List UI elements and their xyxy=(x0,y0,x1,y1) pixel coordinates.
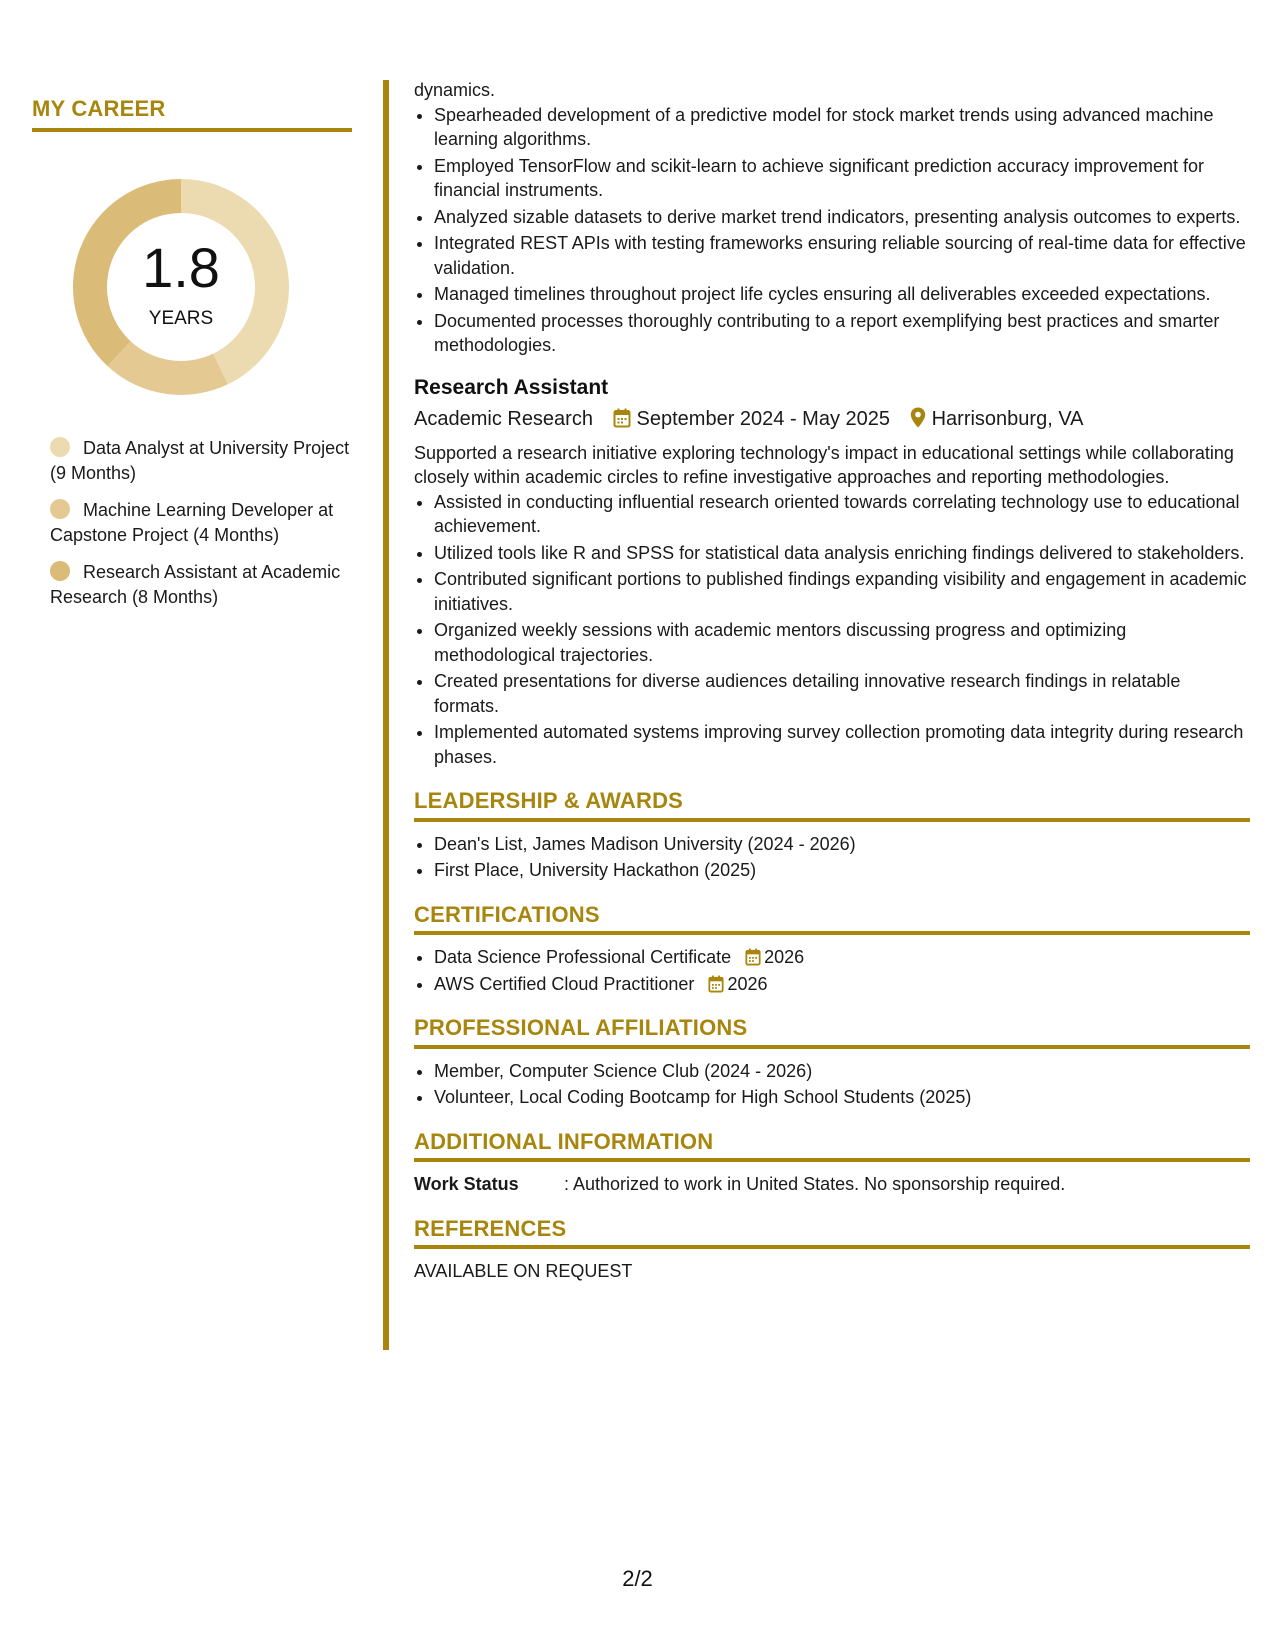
references-title: REFERENCES xyxy=(414,1217,1250,1250)
job-company: Academic Research xyxy=(414,407,593,430)
legend-item xyxy=(50,560,352,610)
list-item: • Documented processes thoroughly contributing to a report exemplifying best practices and smarter methodologies. xyxy=(434,309,1250,358)
legend-item xyxy=(50,498,352,548)
career-donut xyxy=(66,172,296,402)
list-item: • Created presentations for diverse audiences detailing innovative research findings in relatable formats. xyxy=(434,669,1250,718)
career-sidebar xyxy=(32,96,352,622)
cert-name: Data Science Professional Certificate xyxy=(434,947,732,967)
list-item: • Contributed significant portions to published findings expanding visibility and engagement in academic initiatives. xyxy=(434,567,1250,616)
affiliations-title: PROFESSIONAL AFFILIATIONS xyxy=(414,1016,1250,1049)
list-item: • Employed TensorFlow and scikit-learn to achieve significant prediction accuracy improvement for financial instruments. xyxy=(434,154,1250,203)
donut-segment xyxy=(108,341,228,395)
list-item: • Analyzed sizable datasets to derive market trend indicators, presenting analysis outcomes to experts. xyxy=(434,205,1250,230)
page-number: 2/2 xyxy=(622,1566,653,1591)
cert-year xyxy=(745,947,804,967)
list-item: • Utilized tools like R and SPSS for statistical data analysis enriching findings delivered to stakeholders. xyxy=(434,541,1250,566)
additional-title: ADDITIONAL INFORMATION xyxy=(414,1130,1250,1163)
continued-bullets xyxy=(414,103,1250,358)
list-item: • Implemented automated systems improving survey collection promoting data integrity during research phases. xyxy=(434,720,1250,769)
leadership-list xyxy=(414,832,1250,883)
main-content xyxy=(414,78,1250,1284)
list-item xyxy=(434,945,1250,970)
certifications-title: CERTIFICATIONS xyxy=(414,903,1250,936)
list-item: • Managed timelines throughout project life cycles ensuring all deliverables exceeded expectations. xyxy=(434,282,1250,307)
legend-label: Research Assistant at Academic Research (8 Months) xyxy=(50,562,341,607)
cert-year-text: 2026 xyxy=(764,947,805,967)
list-item: • Dean's List, James Madison University (2024 - 2026) xyxy=(434,832,1250,857)
continued-text: dynamics. xyxy=(414,80,496,100)
list-item: • First Place, University Hackathon (2025) xyxy=(434,858,1250,883)
job-bullets xyxy=(414,490,1250,770)
legend-label: Machine Learning Developer at Capstone Project (4 Months) xyxy=(50,500,334,545)
career-years-unit: YEARS xyxy=(148,308,214,329)
job-title: Research Assistant xyxy=(414,375,609,399)
list-item: • Spearheaded development of a predictive model for stock market trends using advanced machine learning algorithms. xyxy=(434,103,1250,152)
legend-dot xyxy=(50,437,70,457)
certifications-list xyxy=(414,945,1250,996)
legend-label: Data Analyst at University Project (9 Months) xyxy=(50,438,350,483)
cert-year xyxy=(708,974,767,994)
leadership-title: LEADERSHIP & AWARDS xyxy=(414,789,1250,822)
career-years-value: 1.8 xyxy=(142,236,220,299)
cert-name: AWS Certified Cloud Practitioner xyxy=(434,973,695,994)
job-meta xyxy=(414,404,1250,437)
certifications-section xyxy=(414,903,1250,997)
cert-year-text: 2026 xyxy=(727,973,768,994)
list-item: • Member, Computer Science Club (2024 - 2026) xyxy=(434,1059,1250,1084)
list-item: • Volunteer, Local Coding Bootcamp for High School Students (2025) xyxy=(434,1085,1250,1110)
work-status xyxy=(414,1172,1250,1197)
career-title: MY CAREER xyxy=(32,96,352,132)
calendar-icon xyxy=(745,948,761,966)
legend-dot xyxy=(50,561,70,581)
work-status-value: : Authorized to work in United States. No sponsorship required. xyxy=(564,1174,1066,1194)
job-summary: Supported a research initiative exploring technology's impact in educational settings while collaborating closely within academic circles to refine investigative approaches and reporting methodologies. xyxy=(414,442,1234,487)
list-item: • Integrated REST APIs with testing frameworks ensuring reliable sourcing of real-time data for effective validation. xyxy=(434,231,1250,280)
work-status-key: Work Status xyxy=(414,1174,519,1194)
list-item xyxy=(434,972,1250,997)
affiliations-list xyxy=(414,1059,1250,1110)
calendar-icon xyxy=(708,975,724,993)
legend-item xyxy=(50,436,352,486)
column-divider xyxy=(383,80,389,1350)
job-location: Harrisonburg, VA xyxy=(931,407,1084,430)
legend-dot xyxy=(50,499,70,519)
additional-section xyxy=(414,1130,1250,1197)
references-text: AVAILABLE ON REQUEST xyxy=(414,1261,633,1281)
list-item: • Assisted in conducting influential research oriented towards correlating technology use to educational achievement. xyxy=(434,490,1250,539)
references-section xyxy=(414,1217,1250,1284)
list-item: • Organized weekly sessions with academic mentors discussing progress and optimizing methodological trajectories. xyxy=(434,618,1250,667)
job-dates: September 2024 - May 2025 xyxy=(636,407,891,430)
location-pin-icon xyxy=(910,407,926,437)
calendar-icon xyxy=(613,407,631,437)
career-legend xyxy=(32,436,352,610)
leadership-section xyxy=(414,789,1250,883)
affiliations-section xyxy=(414,1016,1250,1110)
